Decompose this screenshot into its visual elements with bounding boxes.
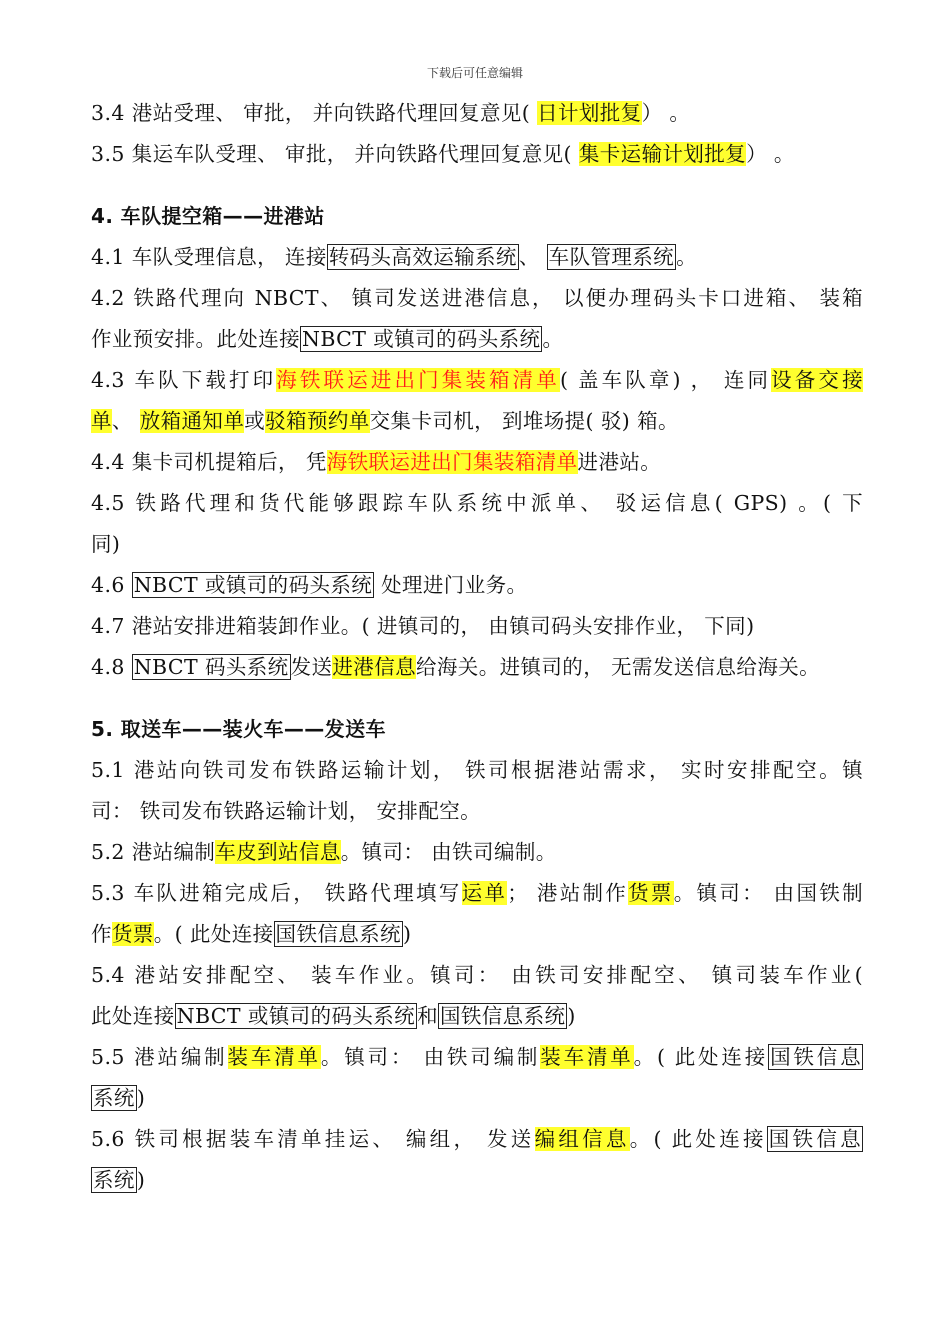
system-name-box: 系统	[93, 1086, 135, 1110]
text-run: ( 盖车队章) ， 连同	[559, 368, 772, 392]
text-run: 。( 此处连接	[153, 922, 274, 946]
text-line	[91, 606, 863, 647]
highlighted-term: 装车清单	[227, 1045, 321, 1069]
paragraph-gap	[91, 688, 863, 709]
highlighted-term: 进港信息	[332, 655, 416, 679]
system-name-box: 国铁信息	[768, 1127, 861, 1151]
system-name-box: NBCT 码头系统	[133, 655, 289, 679]
text-run: 进港站。	[577, 450, 662, 474]
text-line	[91, 791, 863, 832]
text-run: 发送	[290, 655, 333, 679]
text-run: 、	[111, 409, 140, 433]
text-run: 作业预安排。此处连接	[91, 327, 300, 351]
text-run: 此处连接	[91, 1004, 175, 1028]
text-run: 4.1 车队受理信息， 连接	[91, 245, 327, 269]
text-run: 。	[542, 327, 564, 351]
text-line	[91, 1119, 863, 1160]
text-run: )	[567, 1004, 576, 1028]
text-run: 3.5 集运车队受理、 审批， 并向铁路代理回复意见(	[91, 142, 579, 166]
section-heading: 4. 车队提空箱——进港站	[91, 204, 325, 228]
text-run: 3.4 港站受理、 审批， 并向铁路代理回复意见(	[91, 101, 538, 125]
text-line	[91, 360, 863, 401]
text-run: 。	[676, 245, 697, 269]
text-run: 同)	[91, 532, 121, 556]
text-run: 。镇司： 由铁司编制。	[340, 840, 557, 864]
text-run: )	[136, 1086, 146, 1110]
system-name-box: 国铁信息系统	[275, 922, 401, 946]
text-run: )	[402, 922, 412, 946]
highlighted-term: 设备交接	[771, 368, 863, 392]
text-run: 5.6 铁司根据装车清单挂运、 编组， 发送	[91, 1127, 535, 1151]
text-run: 4.7 港站安排进箱装卸作业。( 进镇司的， 由镇司码头安排作业， 下同)	[91, 614, 755, 638]
text-line	[91, 1160, 863, 1201]
header-note: 下载后可任意编辑	[426, 66, 523, 80]
text-line	[91, 524, 863, 565]
text-run: 4.4 集卡司机提箱后， 凭	[91, 450, 327, 474]
text-line	[91, 93, 863, 134]
highlighted-term: 驳箱预约单	[265, 409, 370, 433]
text-run: 4.6	[91, 573, 132, 597]
text-run: 、	[518, 245, 547, 269]
text-run: 4.3 车队下载打印	[91, 368, 277, 392]
highlighted-term: 单	[91, 409, 112, 433]
highlighted-term: 货票	[628, 881, 674, 905]
system-name-box: NBCT 或镇司的码头系统	[302, 327, 541, 351]
text-run: 4.2 铁路代理向 NBCT、 镇司发送进港信息， 以便办理码头卡口进箱、 装箱	[91, 286, 863, 310]
section-heading: 5. 取送车——装火车——发送车	[91, 717, 386, 741]
text-line	[91, 319, 863, 360]
system-name-box: 国铁信息	[770, 1045, 861, 1069]
text-line	[91, 1037, 863, 1078]
text-run: 给海关。进镇司的， 无需发送信息给海关。	[416, 655, 821, 679]
text-run: 司： 铁司发布铁路运输计划， 安排配空。	[91, 799, 482, 823]
highlighted-term: 日计划批复	[537, 101, 642, 125]
highlighted-term: 货票	[111, 922, 154, 946]
text-line	[91, 442, 863, 483]
text-run: 5.3 车队进箱完成后， 铁路代理填写	[91, 881, 462, 905]
text-run: 或	[244, 409, 266, 433]
text-line	[91, 483, 863, 524]
text-run: 和	[417, 1004, 438, 1028]
highlighted-term: 运单	[461, 881, 508, 905]
highlighted-term: 装车清单	[540, 1045, 634, 1069]
text-run: 作	[91, 922, 112, 946]
text-run: 。( 此处连接	[633, 1045, 769, 1069]
text-line	[91, 832, 863, 873]
text-run: ） 。	[746, 142, 795, 166]
text-line	[91, 134, 863, 175]
text-run: 交集卡司机， 到堆场提( 驳) 箱。	[369, 409, 679, 433]
text-line	[91, 955, 863, 996]
text-run: 5.2 港站编制	[91, 840, 216, 864]
text-line	[91, 1078, 863, 1119]
paragraph-gap	[91, 175, 863, 196]
text-line	[91, 873, 863, 914]
text-run: 5.4 港站安排配空、 装车作业。镇司： 由铁司安排配空、 镇司装车作业(	[91, 963, 863, 987]
text-line	[91, 914, 863, 955]
system-name-box: NBCT 或镇司的码头系统	[133, 573, 373, 597]
text-line	[91, 237, 863, 278]
text-run: 。( 此处连接	[629, 1127, 767, 1151]
text-run: ； 港站制作	[507, 881, 629, 905]
highlighted-term: 编组信息	[534, 1127, 630, 1151]
text-run: 。镇司： 由铁司编制	[320, 1045, 541, 1069]
text-run: 5.5 港站编制	[91, 1045, 228, 1069]
text-line	[91, 401, 863, 442]
text-run: 处理进门业务。	[374, 573, 528, 597]
highlighted-term: 放箱通知单	[139, 409, 245, 433]
highlighted-term: 集卡运输计划批复	[578, 142, 747, 166]
text-run: 。镇司： 由国铁制	[673, 881, 863, 905]
system-name-box: 国铁信息系统	[439, 1004, 566, 1028]
text-run: 4.8	[91, 655, 132, 679]
text-line	[91, 750, 863, 791]
text-run: 5.1 港站向铁司发布铁路运输计划， 铁司根据港站需求， 实时安排配空。镇	[91, 758, 863, 782]
highlighted-document-name: 海铁联运进出门集装箱清单	[276, 368, 560, 392]
text-run: )	[136, 1168, 146, 1192]
text-line	[91, 647, 863, 688]
system-name-box: 系统	[93, 1168, 135, 1192]
text-run: 4.5 铁路代理和货代能够跟踪车队系统中派单、 驳运信息( GPS) 。( 下	[91, 491, 863, 515]
system-name-box: NBCT 或镇司的码头系统	[176, 1004, 416, 1028]
system-name-box: 转码头高效运输系统	[328, 245, 517, 269]
highlighted-term: 车皮到站信息	[215, 840, 341, 864]
text-line	[91, 996, 863, 1037]
text-line	[91, 278, 863, 319]
text-run: ） 。	[641, 101, 691, 125]
highlighted-document-name: 海铁联运进出门集装箱清单	[326, 450, 578, 474]
document-body	[91, 93, 863, 1201]
system-name-box: 车队管理系统	[548, 245, 675, 269]
text-line	[91, 565, 863, 606]
